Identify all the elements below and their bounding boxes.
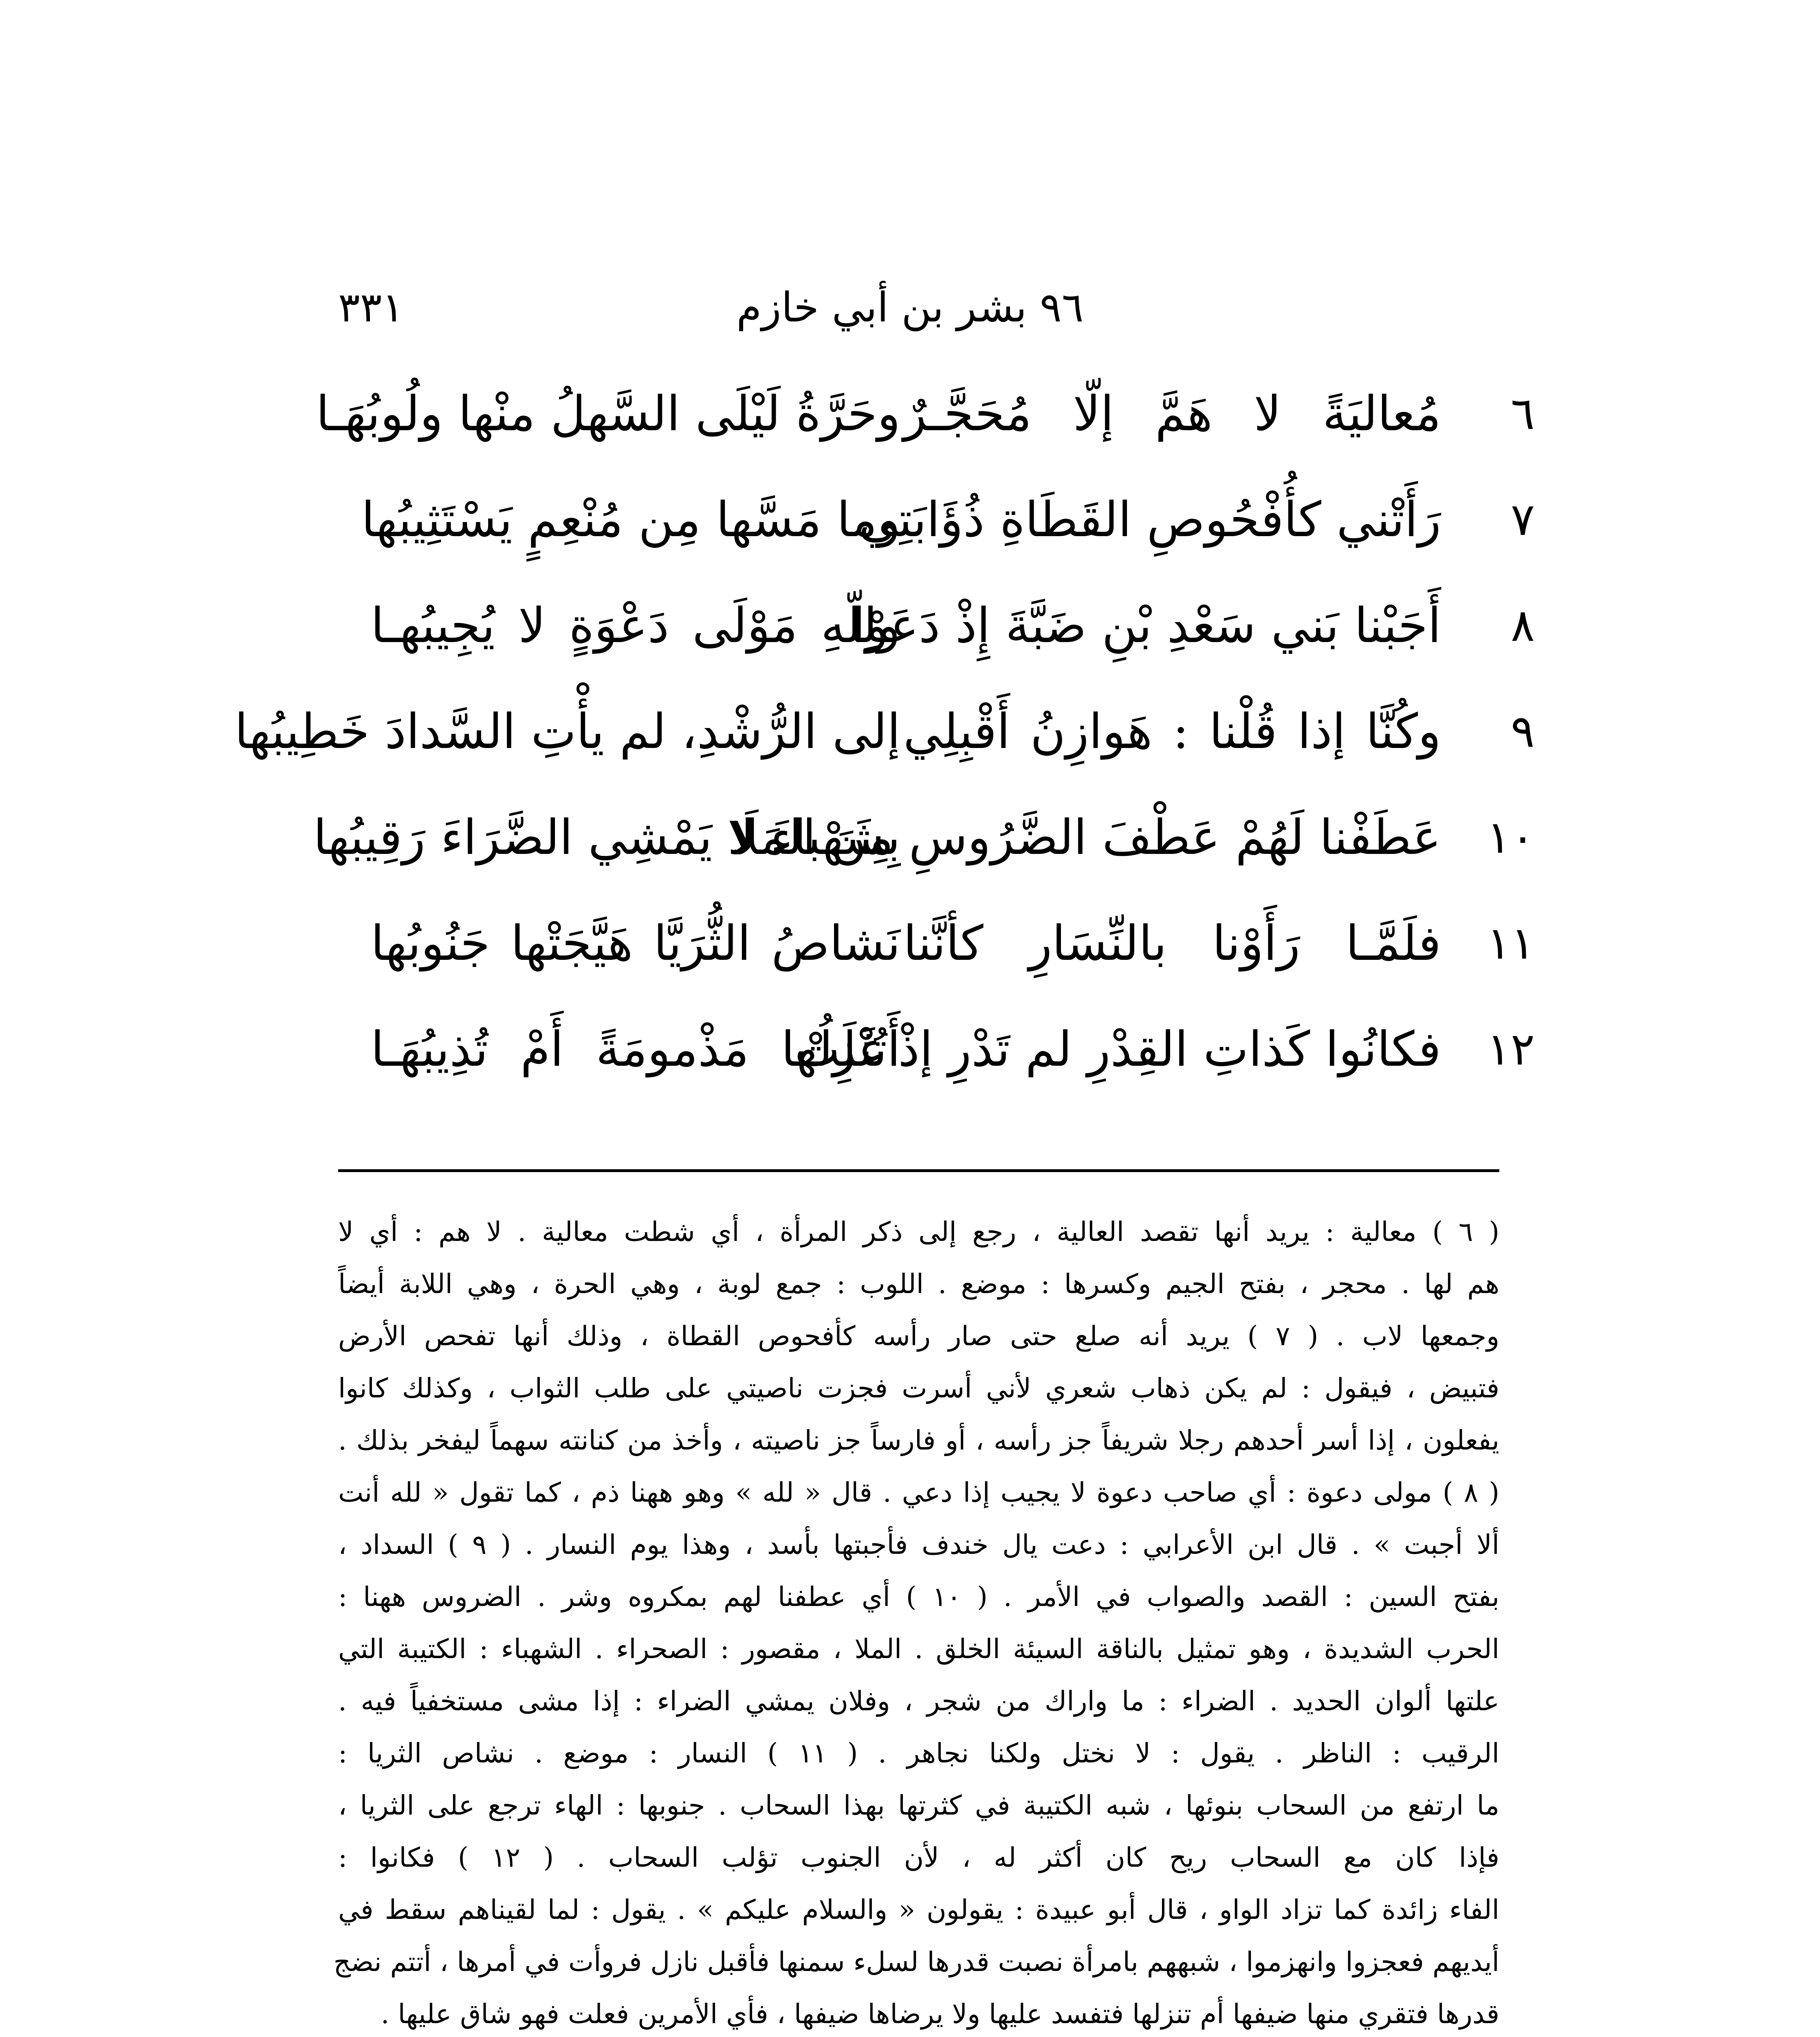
page-header bbox=[338, 277, 1482, 338]
footnote-line: يفعلون ، إذا أسر أحدهم رجلا شريفاً جز رأسه ، أو فارساً جز ناصيته ، وأخذ من كنانته سهماً ليفخر بذلك . bbox=[338, 1425, 1499, 1456]
footnote-line: فتبيض ، فيقول : لم يكن ذهاب شعري لأني أسرت فجزت ناصيتي على طلب الثواب ، وكذلك كانوا bbox=[338, 1373, 1499, 1404]
verse-second-hemistich: وما مَسَّها مِن مُنْعِمٍ يَسْتَثِيبُها bbox=[361, 491, 900, 548]
verse-second-hemistich: بِشَهْباءَ لا يَمْشِي الضَّرَاءَ رَقِيبُها bbox=[313, 809, 900, 865]
verse-number: ٩ bbox=[1510, 705, 1535, 757]
page-number: ٣٣١ bbox=[338, 284, 404, 331]
footnote-divider bbox=[338, 1169, 1499, 1172]
verse-first-hemistich: وكُنَّا إذا قُلْنا : هَوازِنُ أَقْبِلِي bbox=[903, 703, 1441, 759]
footnote-line: قدرها فتقري منها ضيفها أم تنزلها فتفسد عليها ولا يرضاها ضيفها ، فأي الأمرين فعلت فهو شاق عليها . bbox=[381, 1998, 1499, 2030]
footnote-line: هم لها . محجر ، بفتح الجيم وكسرها : موضع . اللوب : جمع لوبة ، وهي الحرة ، وهي اللابة أيضاً bbox=[338, 1268, 1499, 1300]
verse-first-hemistich: أَجَبْنا بَني سَعْدِ بْنِ ضَبَّةَ إِذْ دَعَوْا bbox=[852, 597, 1441, 653]
verse bbox=[359, 473, 1535, 579]
verse bbox=[359, 579, 1535, 684]
verse-first-hemistich: عَطَفْنا لَهُمْ عَطْفَ الضَّرُوسِ مِنَ المَلَا bbox=[731, 809, 1441, 865]
footnote-line: فإذا كان مع السحاب ريح كان أكثر له ، لأن الجنوب تؤلب السحاب . ( ١٢ ) فكانوا : bbox=[338, 1842, 1499, 1873]
verse-first-hemistich: رَأَتْني كأُفْحُوصِ القَطَاةِ ذُؤَابَتِي bbox=[858, 491, 1441, 548]
verse-second-hemistich: وحَرَّةُ لَيْلَى السَّهلُ منْها ولُوبُهَـا bbox=[316, 385, 900, 442]
verse bbox=[359, 896, 1535, 1002]
verse-first-hemistich: فكانُوا كَذاتِ القِدْرِ لم تَدْرِ إذْ غَلَتْ bbox=[794, 1021, 1441, 1077]
footnote-line: ( ٦ ) معالية : يريد أنها تقصد العالية ، رجع إلى ذكر المرأة ، أي شطت معالية . لا هم : أي لا bbox=[338, 1216, 1500, 1247]
verse-number: ٧ bbox=[1510, 493, 1535, 546]
verse-second-hemistich: ولِلّهِ مَوْلَى دَعْوَةٍ لا يُجِيبُهـا bbox=[371, 597, 900, 653]
footnote-line: الفاء زائدة كما تزاد الواو ، قال أبو عبيدة : يقولون « والسلام عليكم » . يقول : لما لقيناهم سقط في bbox=[338, 1894, 1499, 1925]
verse-number: ١٢ bbox=[1486, 1023, 1535, 1075]
verse-first-hemistich: مُعاليَةً لا هَمَّ إلّا مُحَجَّـرٌ bbox=[903, 385, 1441, 442]
footnote-line: ما ارتفع من السحاب بنوئها ، شبه الكتيبة في كثرتها بهذا السحاب . جنوبها : الهاء ترجع على الثريا ، bbox=[338, 1790, 1499, 1821]
verse-first-hemistich: فلَمَّـا رَأَوْنا بالنِّسَارِ كأنَّنا bbox=[903, 915, 1441, 971]
verse bbox=[313, 790, 1535, 896]
footnotes bbox=[333, 1206, 1500, 2037]
footnote-line: علتها ألوان الحديد . الضراء : ما واراك من شجر ، وفلان يمشي الضراء : إذا مشى مستخفياً فيه . bbox=[338, 1685, 1499, 1717]
verse-second-hemistich: إلى الرُّشْدِ، لم يأْتِ السَّدادَ خَطِيبُها bbox=[234, 703, 900, 759]
verse bbox=[316, 367, 1535, 473]
verse-number: ٨ bbox=[1510, 599, 1535, 651]
verse bbox=[359, 1002, 1535, 1108]
footnote-line: أيديهم فعجزوا وانهزموا ، شبههم بامرأة نصبت قدرها لسلء سمنها فأقبل نازل فروأت في أمرها ، أتتم نضج bbox=[333, 1946, 1499, 1978]
footnote-line: ( ٨ ) مولى دعوة : أي صاحب دعوة لا يجيب إذا دعي . قال « لله » وهو ههنا ذم ، كما تقول « لله أنت bbox=[338, 1477, 1500, 1508]
verse-number: ١٠ bbox=[1486, 811, 1535, 863]
footnote-line: بفتح السين : القصد والصواب في الأمر . ( ١٠ ) أي عطفنا لهم بمكروه وشر . الضروس ههنا : bbox=[338, 1581, 1499, 1612]
running-title: ٩٦ بشر بن أبي خازم bbox=[736, 284, 1084, 331]
footnote-line: الحرب الشديدة ، وهو تمثيل بالناقة السيئة الخلق . الملا ، مقصور : الصحراء . الشهباء : الكتيبة التي bbox=[338, 1633, 1499, 1665]
verse-number: ١١ bbox=[1486, 917, 1535, 969]
poem bbox=[234, 367, 1535, 1108]
verse-second-hemistich: نَشاصُ الثُّرَيَّا هَيَّجَتْها جَنُوبُها bbox=[371, 915, 900, 971]
verse bbox=[234, 684, 1535, 790]
footnote-line: الرقيب : الناظر . يقول : لا نختل ولكنا نجاهر . ( ١١ ) النسار : موضع . نشاص الثريا : bbox=[338, 1738, 1499, 1769]
footnote-line: ألا أجبت » . قال ابن الأعرابي : دعت يال خندف فأجبتها بأسد ، وهذا يوم النسار . ( ٩ ) السداد ، bbox=[338, 1529, 1499, 1560]
verse-second-hemistich: أَتُنْزِلُها مَذْمومَةً أَمْ تُذِيبُهَـا bbox=[371, 1021, 900, 1077]
verse-number: ٦ bbox=[1510, 387, 1535, 440]
footnote-line: وجمعها لاب . ( ٧ ) يريد أنه صلع حتى صار رأسه كأفحوص القطاة ، وذلك أنها تفحص الأرض bbox=[338, 1320, 1499, 1352]
